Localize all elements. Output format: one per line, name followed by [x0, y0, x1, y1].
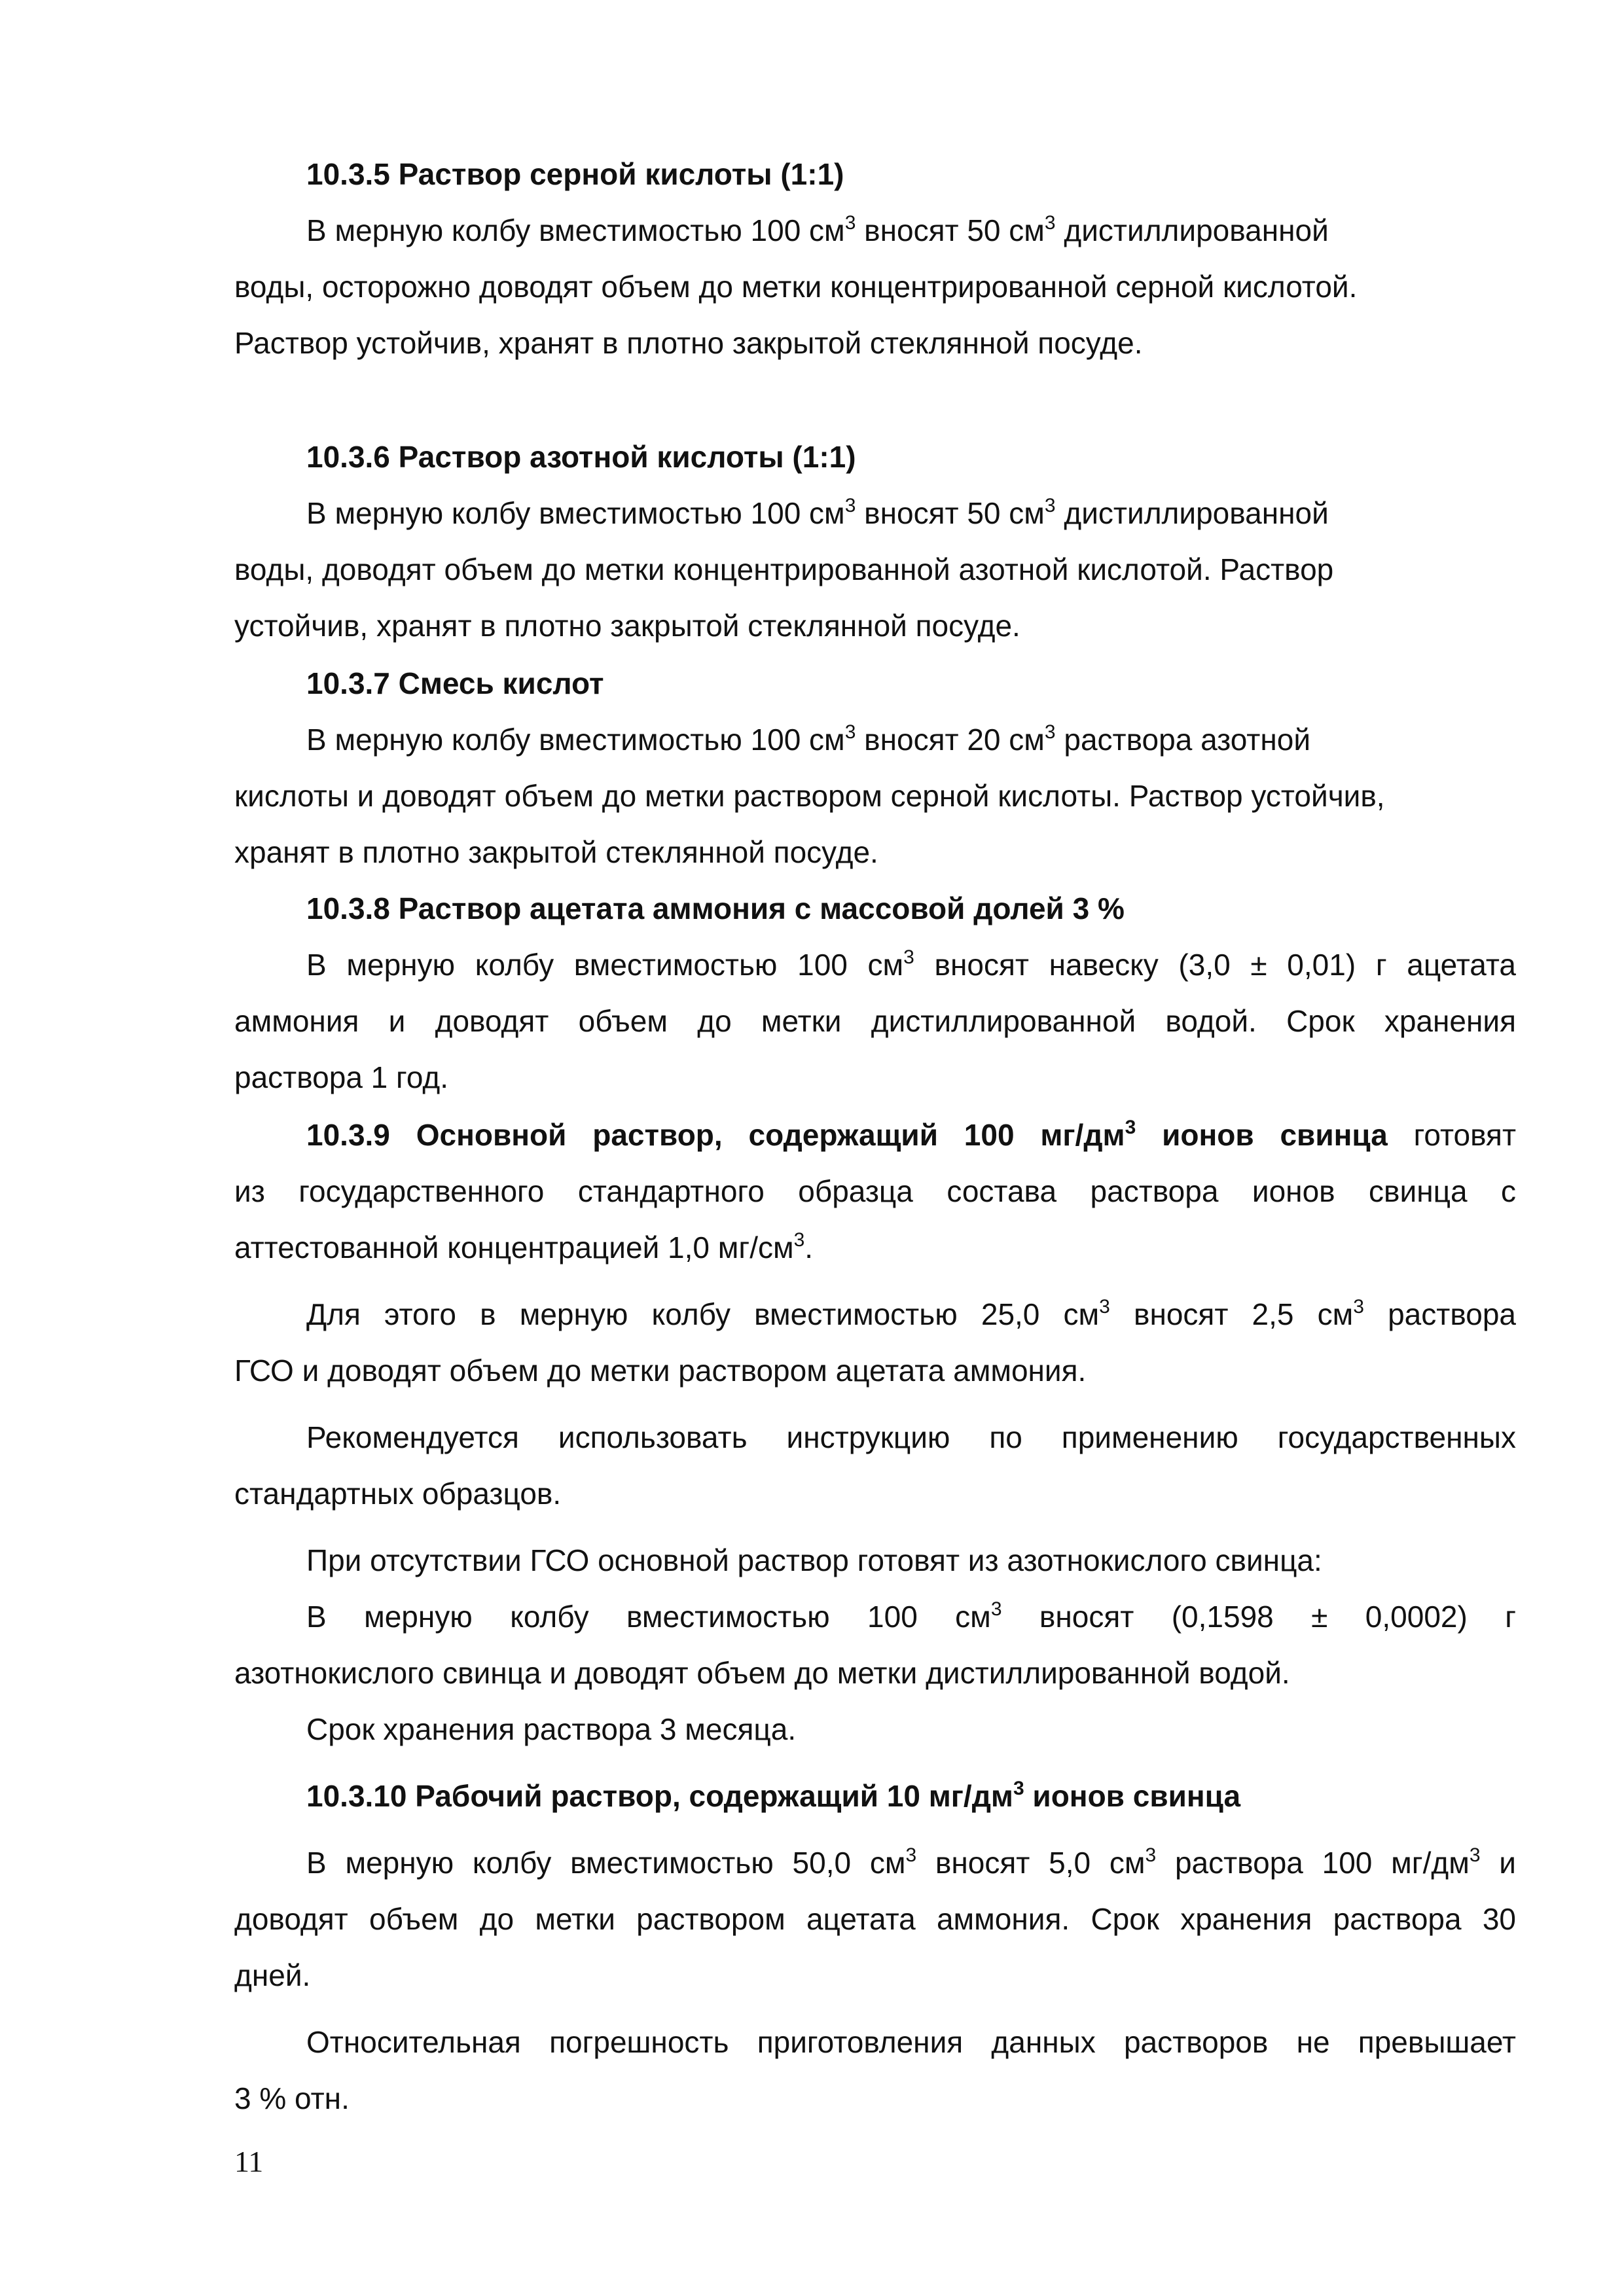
paragraph-line — [306, 1844, 1516, 1881]
text-fragment: Для этого в мерную колбу вместимостью 25,0 см — [306, 1297, 1100, 1331]
text-fragment: Рекомендуется использовать инструкцию по применению государственных — [306, 1420, 1516, 1454]
heading-10-3-5 — [306, 156, 844, 192]
text-fragment: дистиллированной — [1055, 496, 1329, 530]
paragraph-line — [234, 778, 1385, 814]
superscript-text: 3 — [905, 1844, 917, 1866]
superscript-text: 3 — [1044, 721, 1056, 743]
heading-10-3-8 — [306, 890, 1125, 927]
text-fragment: В мерную колбу вместимостью 100 см — [306, 1600, 991, 1634]
paragraph-line — [234, 1229, 813, 1266]
paragraph-line — [234, 607, 1020, 644]
text-fragment: дней. — [234, 1958, 311, 1992]
text-fragment: доводят объем до метки раствором ацетата аммония. Срок хранения раствора 30 — [234, 1902, 1516, 1936]
text-fragment: 10.3.9 Основной раствор, содержащий 100 мг/дм — [306, 1118, 1125, 1152]
text-fragment: 10.3.8 Раствор ацетата аммония с массовой долей 3 % — [306, 891, 1125, 925]
paragraph-line — [306, 946, 1516, 983]
text-fragment: В мерную колбу вместимостью 100 см — [306, 723, 845, 757]
superscript-text: 3 — [1044, 212, 1056, 234]
text-fragment: В мерную колбу вместимостью 100 см — [306, 496, 845, 530]
text-fragment: Раствор устойчив, хранят в плотно закрытой стеклянной посуде. — [234, 326, 1143, 360]
paragraph-line — [306, 212, 1329, 249]
text-fragment: аммония и доводят объем до метки дистиллированной водой. Срок хранения — [234, 1004, 1516, 1038]
paragraph-line — [234, 325, 1142, 361]
text-fragment: кислоты и доводят объем до метки раствором серной кислоты. Раствор устойчив, — [234, 779, 1385, 813]
text-fragment: При отсутствии ГСО основной раствор готовят из азотнокислого свинца: — [306, 1543, 1322, 1577]
paragraph-line — [306, 1711, 796, 1748]
heading-10-3-7 — [306, 665, 604, 702]
text-fragment: воды, осторожно доводят объем до метки концентрированной серной кислотой. — [234, 270, 1358, 304]
heading-10-3-6 — [306, 439, 856, 475]
superscript-text: 3 — [793, 1229, 805, 1251]
text-fragment: стандартных образцов. — [234, 1477, 562, 1511]
text-fragment: вносят 2,5 см — [1110, 1297, 1354, 1331]
text-fragment: и — [1480, 1846, 1516, 1880]
text-fragment: 10.3.10 Рабочий раствор, содержащий 10 мг/дм — [306, 1779, 1013, 1813]
paragraph-line — [306, 1598, 1516, 1635]
text-fragment: 3 % отн. — [234, 2081, 350, 2115]
text-fragment: готовят — [1387, 1118, 1517, 1152]
text-fragment: устойчив, хранят в плотно закрытой стеклянной посуде. — [234, 609, 1020, 643]
paragraph-line — [306, 495, 1329, 531]
paragraph-line — [306, 721, 1310, 758]
paragraph-line — [234, 551, 1333, 588]
superscript-text: 3 — [844, 212, 856, 234]
text-fragment: вносят навеску (3,0 ± 0,01) г ацетата — [914, 948, 1516, 982]
text-fragment: Относительная погрешность приготовления данных растворов не превышает — [306, 2025, 1516, 2059]
paragraph-line — [234, 1352, 1086, 1389]
text-fragment: В мерную колбу вместимостью 100 см — [306, 948, 904, 982]
heading-10-3-10 — [306, 1778, 1240, 1814]
page-number: 11 — [234, 2145, 264, 2178]
paragraph-line — [306, 2024, 1516, 2060]
superscript-text: 3 — [1469, 1844, 1481, 1866]
paragraph-line — [234, 1957, 310, 1994]
superscript-text: 3 — [1353, 1296, 1364, 1318]
paragraph-line — [306, 1296, 1516, 1333]
superscript-text: 3 — [1099, 1296, 1110, 1318]
heading-10-3-9 — [306, 1117, 1516, 1153]
text-fragment: вносят 50 см — [856, 496, 1045, 530]
superscript-text: 3 — [903, 946, 914, 968]
text-fragment: раствора 1 год. — [234, 1060, 449, 1094]
text-fragment: В мерную колбу вместимостью 50,0 см — [306, 1846, 906, 1880]
paragraph-line — [234, 1003, 1516, 1039]
text-fragment: аттестованной концентрацией 1,0 мг/см — [234, 1230, 794, 1265]
text-fragment: вносят 50 см — [856, 213, 1045, 247]
text-fragment: 10.3.7 Смесь кислот — [306, 666, 604, 700]
text-fragment: вносят 5,0 см — [916, 1846, 1146, 1880]
text-fragment: 10.3.6 Раствор азотной кислоты (1:1) — [306, 440, 856, 474]
text-fragment: В мерную колбу вместимостью 100 см — [306, 213, 845, 247]
text-fragment: ионов свинца — [1024, 1779, 1241, 1813]
paragraph-line — [234, 1059, 448, 1096]
text-fragment: вносят (0,1598 ± 0,0002) г — [1001, 1600, 1516, 1634]
superscript-text: 3 — [1013, 1778, 1024, 1799]
superscript-text: 3 — [844, 721, 856, 743]
superscript-text: 3 — [844, 495, 856, 516]
paragraph-line — [234, 1173, 1516, 1210]
paragraph-line — [234, 1655, 1290, 1691]
superscript-text: 3 — [1145, 1844, 1157, 1866]
text-fragment: 10.3.5 Раствор серной кислоты (1:1) — [306, 157, 844, 191]
text-fragment: азотнокислого свинца и доводят объем до метки дистиллированной водой. — [234, 1656, 1290, 1690]
text-fragment: раствора — [1363, 1297, 1516, 1331]
text-fragment: хранят в плотно закрытой стеклянной посуде. — [234, 835, 878, 869]
text-fragment: воды, доводят объем до метки концентрированной азотной кислотой. Раствор — [234, 552, 1334, 586]
superscript-text: 3 — [990, 1598, 1002, 1620]
text-fragment: . — [804, 1230, 814, 1265]
paragraph-line — [306, 1419, 1516, 1456]
paragraph-line — [234, 1475, 561, 1512]
text-fragment: из государственного стандартного образца состава раствора ионов свинца с — [234, 1174, 1516, 1208]
paragraph-line — [306, 1542, 1322, 1579]
paragraph-line — [234, 268, 1357, 305]
paragraph-line — [234, 834, 878, 870]
text-fragment: раствора азотной — [1055, 723, 1311, 757]
text-fragment: ГСО и доводят объем до метки раствором ацетата аммония. — [234, 1354, 1087, 1388]
paragraph-line — [234, 2080, 350, 2117]
text-fragment: дистиллированной — [1055, 213, 1329, 247]
text-fragment: Срок хранения раствора 3 месяца. — [306, 1712, 797, 1746]
paragraph-line — [234, 1901, 1516, 1937]
text-fragment: раствора 100 мг/дм — [1156, 1846, 1470, 1880]
text-fragment: ионов свинца — [1136, 1118, 1388, 1152]
text-fragment: вносят 20 см — [856, 723, 1045, 757]
superscript-text: 3 — [1125, 1117, 1136, 1138]
superscript-text: 3 — [1044, 495, 1056, 516]
